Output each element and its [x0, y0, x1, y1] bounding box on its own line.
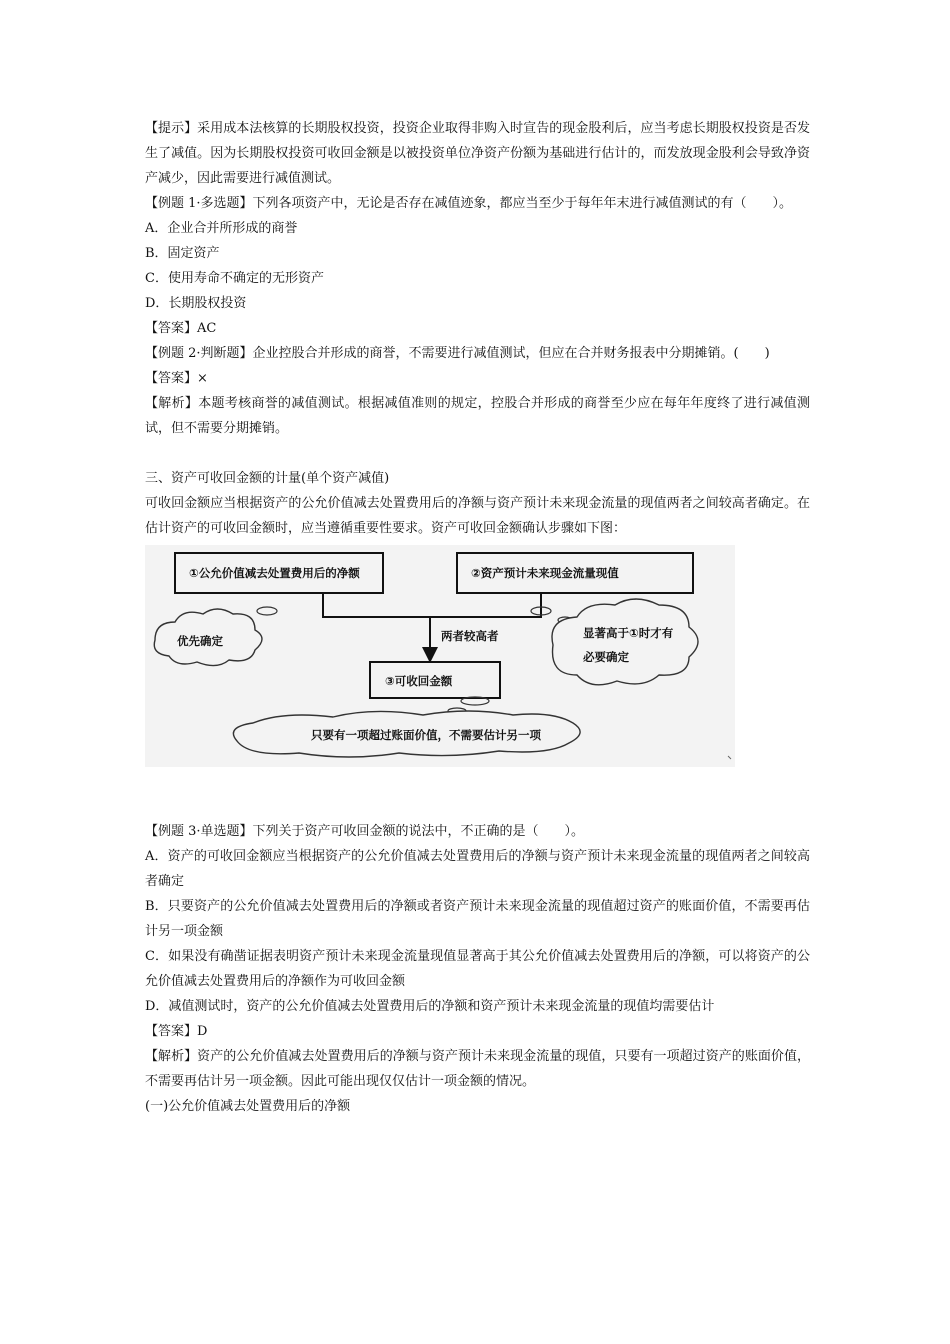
spacer — [145, 441, 810, 466]
example2-stem: 【例题 2·判断题】企业控股合并形成的商誉，不需要进行减值测试，但应在合并财务报表中分期摊销。( ) — [145, 346, 770, 361]
example3-option-a: A．资产的可收回金额应当根据资产的公允价值减去处置费用后的净额与资产预计未来现金流量的现值两者之间较高者确定 — [145, 849, 810, 889]
spacer — [145, 767, 810, 819]
subheading: (一)公允价值减去处置费用后的净额 — [145, 1099, 351, 1114]
cloud-right-label-2: 必要确定 — [583, 650, 629, 664]
example1-option-b: B．固定资产 — [145, 246, 220, 261]
section3-intro: 可收回金额应当根据资产的公允价值减去处置费用后的净额与资产预计未来现金流量的现值两者之间较高者确定。在估计资产的可收回金额时，应当遵循重要性要求。资产可收回金额确认步骤如下图： — [145, 496, 810, 536]
box3-label: ③可收回金额 — [385, 674, 453, 688]
example1-option-a: A．企业合并所形成的商誉 — [145, 221, 298, 236]
example1-option-c: C．使用寿命不确定的无形资产 — [145, 271, 324, 286]
example3-option-d: D．减值测试时，资产的公允价值减去处置费用后的净额和资产预计未来现金流量的现值均需要估计 — [145, 999, 715, 1014]
recoverable-amount-diagram — [145, 545, 735, 767]
example3-answer: 【答案】D — [145, 1024, 208, 1039]
example1-answer: 【答案】AC — [145, 321, 217, 336]
document-page — [145, 116, 810, 1119]
tip-paragraph: 【提示】采用成本法核算的长期股权投资，投资企业取得非购入时宣告的现金股利后，应当考虑长期股权投资是否发生了减值。因为长期股权投资可收回金额是以被投资单位净资产份额为基础进行估计的，而发放现金股利会导致净资产减少，因此需要进行减值测试。 — [145, 121, 810, 186]
example1-option-d: D．长期股权投资 — [145, 296, 247, 311]
example2-analysis: 【解析】本题考核商誉的减值测试。根据减值准则的规定，控股合并形成的商誉至少应在每年年度终了进行减值测试，但不需要分期摊销。 — [145, 396, 810, 436]
example3-option-c: C．如果没有确凿证据表明资产预计未来现金流量现值显著高于其公允价值减去处置费用后的净额，可以将资产的公允价值减去处置费用后的净额作为可收回金额 — [145, 949, 810, 989]
example1-stem: 【例题 1·多选题】下列各项资产中，无论是否存在减值迹象，都应当至少于每年年末进行减值测试的有（ ）。 — [145, 196, 793, 211]
example3-stem: 【例题 3·单选题】下列关于资产可收回金额的说法中，不正确的是（ ）。 — [145, 824, 585, 839]
box2-label: ②资产预计未来现金流量现值 — [471, 566, 619, 580]
example3-analysis: 【解析】资产的公允价值减去处置费用后的净额与资产预计未来现金流量的现值，只要有一项超过资产的账面价值，不需要再估计另一项金额。因此可能出现仅仅估计一项金额的情况。 — [145, 1049, 810, 1089]
example3-option-b: B．只要资产的公允价值减去处置费用后的净额或者资产预计未来现金流量的现值超过资产的账面价值，不需要再估计另一项金额 — [145, 899, 810, 939]
example2-answer: 【答案】× — [145, 371, 208, 386]
arrow-label: 两者较高者 — [441, 629, 499, 643]
cloud-left-label: 优先确定 — [177, 634, 223, 648]
cloud-bottom-label: 只要有一项超过账面价值，不需要估计另一项 — [311, 728, 541, 742]
section3-heading: 三、资产可收回金额的计量(单个资产减值) — [145, 471, 390, 486]
cloud-right-label-1: 显著高于①时才有 — [583, 626, 674, 640]
box1-label: ①公允价值减去处置费用后的净额 — [189, 566, 360, 580]
